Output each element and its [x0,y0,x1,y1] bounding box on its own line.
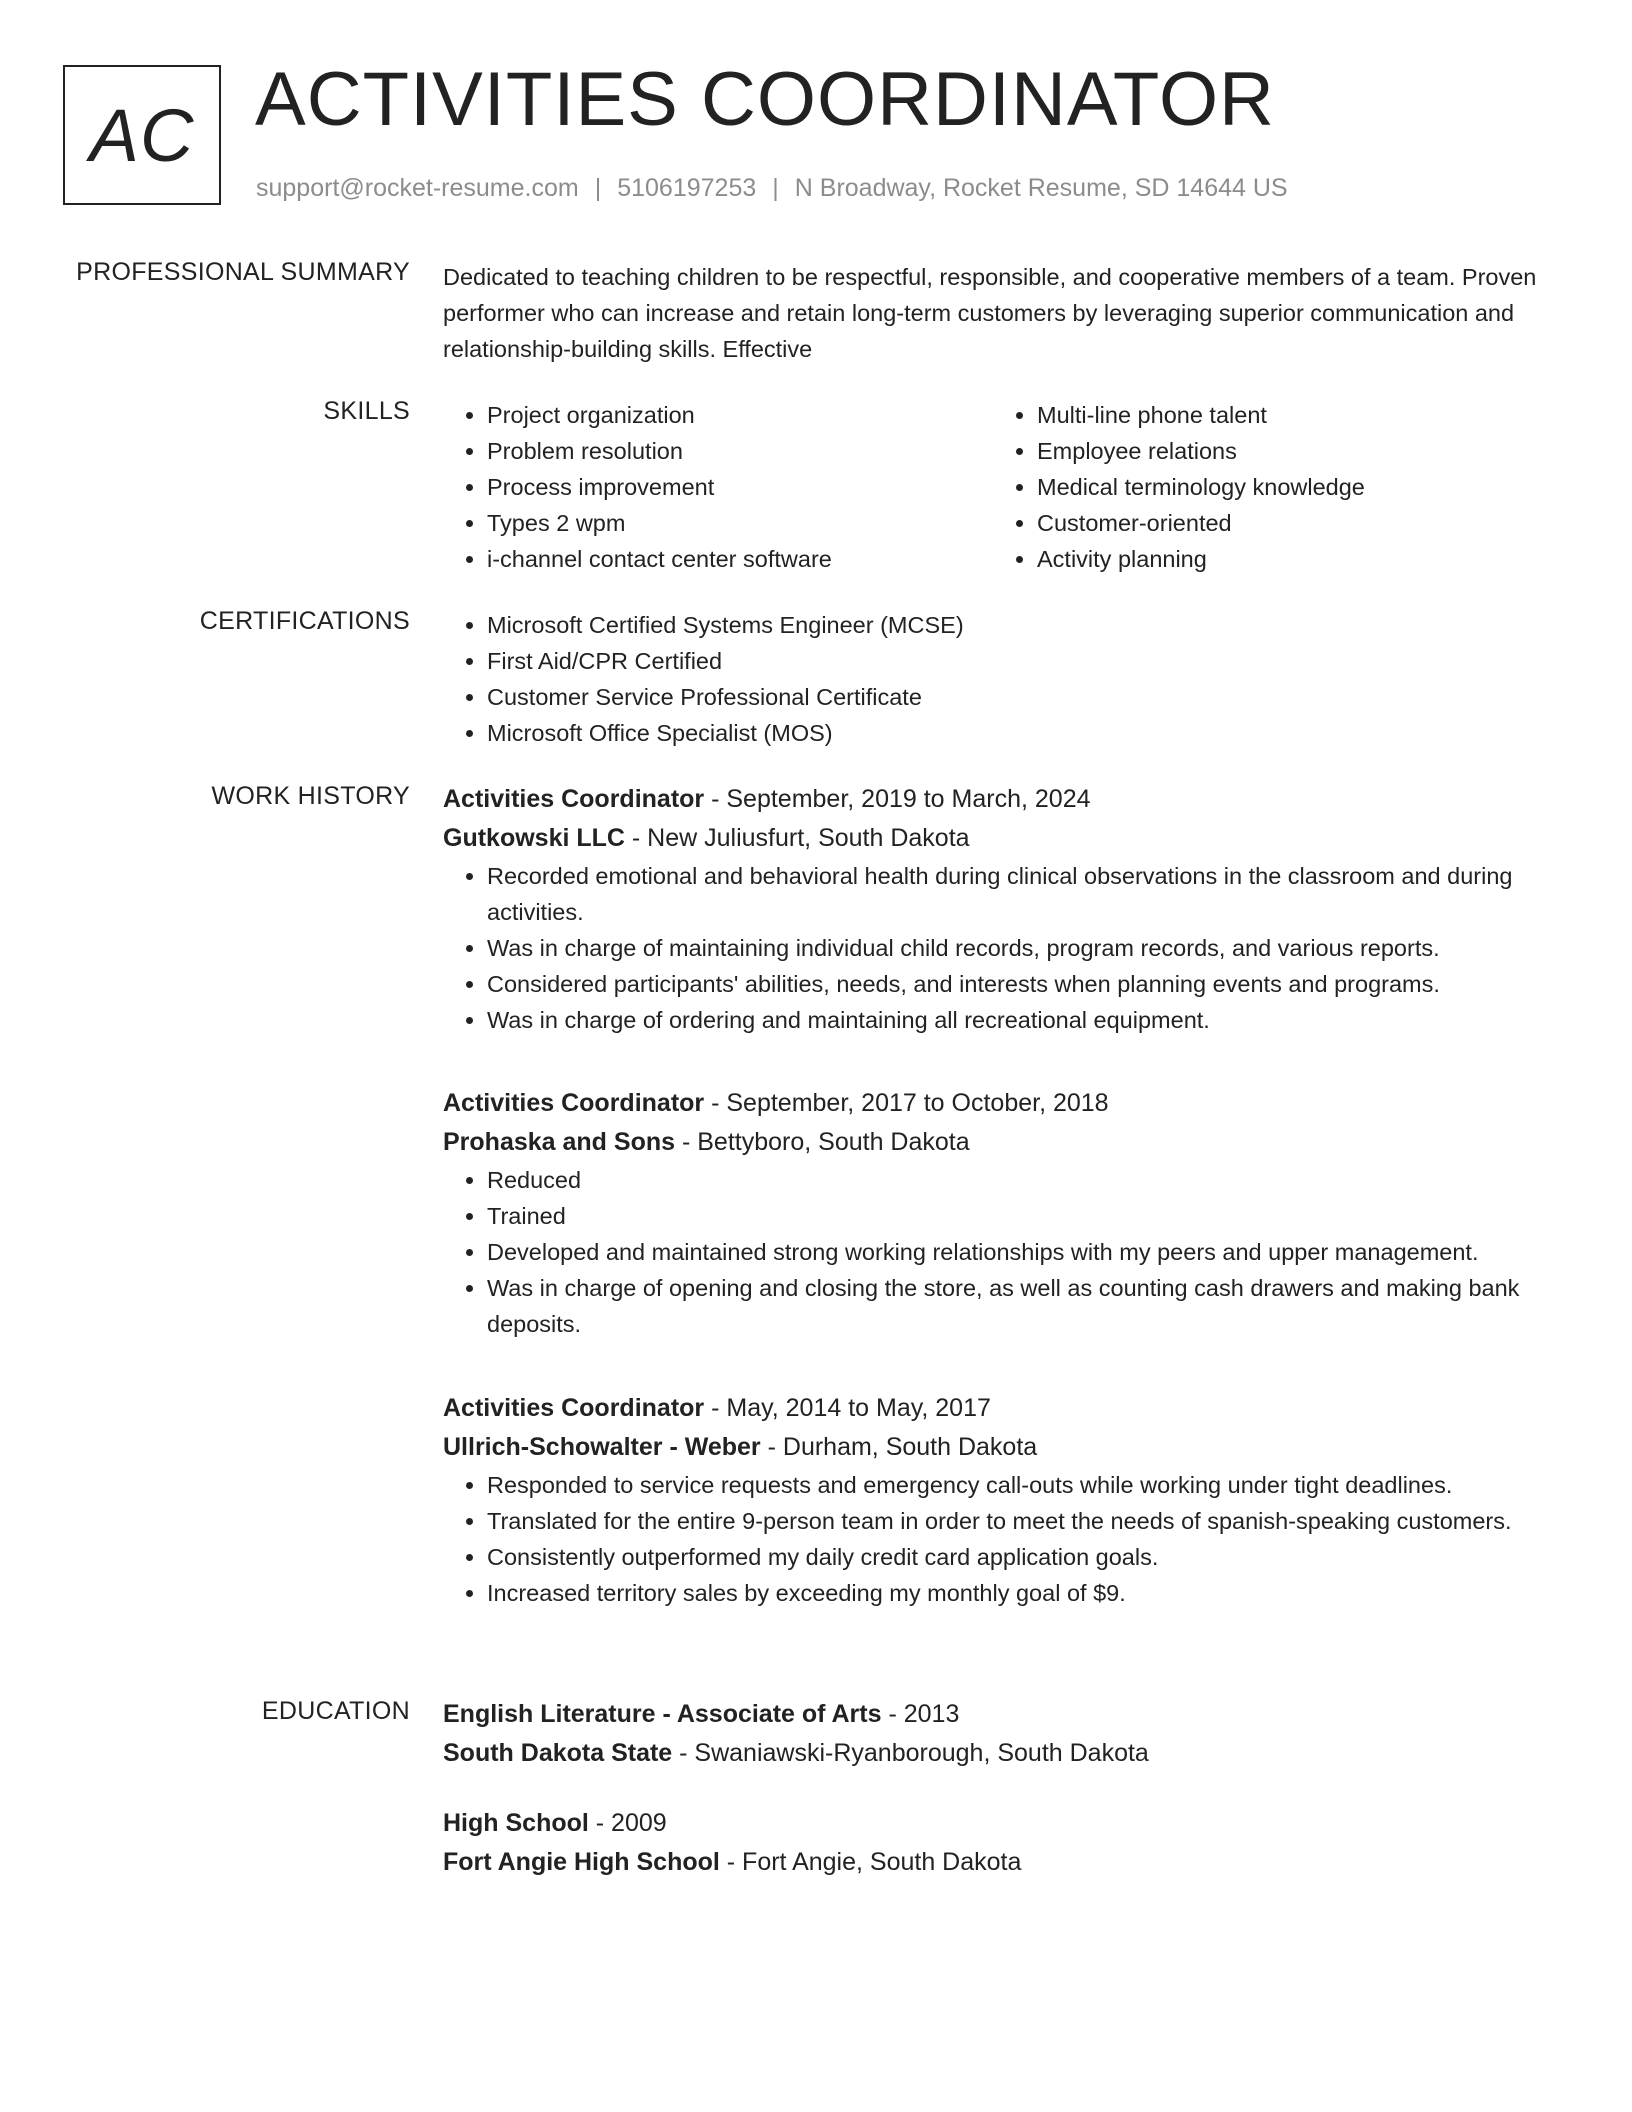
contact-email: support@rocket-resume.com [256,174,579,202]
certification-item: • Microsoft Office Specialist (MOS) [487,715,1543,751]
job-bullet: • Trained [487,1198,1543,1234]
certification-item: • Microsoft Certified Systems Engineer (MCSE) [487,607,1543,643]
skills-list-right [993,397,1543,577]
contact-line [256,174,1288,203]
monogram-initials: AC [89,93,195,177]
job-company-line [443,1427,1543,1467]
job-title: Activities Coordinator [443,1394,705,1422]
skills-list-left [443,397,993,577]
section-label-education: EDUCATION [261,1697,410,1725]
skill-item: • Project organization [487,397,993,433]
job-bullet: • Reduced [487,1162,1543,1198]
summary-text: Dedicated to teaching children to be respectful, responsible, and cooperative members of a team. Proven performer who can increase and retain long-term customers by leveraging superior communication and relationship-building skills. Effective [443,264,1537,362]
job-bullets [443,858,1543,1038]
job-bullet: • Was in charge of maintaining individual child records, program records, and various reports. [487,930,1543,966]
job-title-line [443,1389,1543,1427]
job-bullet: • Developed and maintained strong working relationships with my peers and upper management. [487,1234,1543,1270]
section-label-certifications: CERTIFICATIONS [199,607,410,635]
job-bullet: • Was in charge of ordering and maintaining all recreational equipment. [487,1002,1543,1038]
skill-item: • i-channel contact center software [487,541,993,577]
education-year: - 2009 [588,1809,667,1837]
job-content [443,1389,1543,1611]
job-title-line [443,1084,1543,1122]
contact-phone: 5106197253 [617,174,757,202]
job-bullet: • Was in charge of opening and closing the store, as well as counting cash drawers and making bank deposits. [487,1270,1543,1342]
job-title: Activities Coordinator [443,1089,705,1117]
skill-item: • Medical terminology knowledge [1037,469,1543,505]
job-bullet: • Consistently outperformed my daily credit card application goals. [487,1539,1543,1575]
job-bullet: • Responded to service requests and emergency call-outs while working under tight deadlines. [487,1467,1543,1503]
skill-item: • Problem resolution [487,433,993,469]
job-company-line [443,818,1543,858]
section-label-skills: SKILLS [323,397,410,425]
section-label-summary: PROFESSIONAL SUMMARY [76,258,410,286]
job-company-line [443,1122,1543,1162]
education-degree-line [443,1695,1543,1733]
education-content [443,1695,1543,1773]
contact-separator: | [594,174,602,202]
education-degree: English Literature - Associate of Arts [443,1700,882,1728]
job-title: Activities Coordinator [443,785,705,813]
certification-item: • Customer Service Professional Certificate [487,679,1543,715]
job-dates: - September, 2019 to March, 2024 [704,785,1091,813]
job-dates: - May, 2014 to May, 2017 [704,1394,991,1422]
skill-item: • Multi-line phone talent [1037,397,1543,433]
contact-address: N Broadway, Rocket Resume, SD 14644 US [794,174,1288,202]
monogram-box [63,65,221,205]
job-bullets [443,1467,1543,1611]
job-bullet: • Increased territory sales by exceeding my monthly goal of $9. [487,1575,1543,1611]
job-bullets [443,1162,1543,1342]
skills-content [443,397,1543,577]
skill-item: • Types 2 wpm [487,505,993,541]
education-degree: High School [443,1809,589,1837]
education-degree-line [443,1804,1543,1842]
skill-item: • Customer-oriented [1037,505,1543,541]
education-location: - Fort Angie, South Dakota [719,1848,1022,1876]
education-school: Fort Angie High School [443,1848,720,1876]
job-company: Ullrich-Schowalter - Weber [443,1433,761,1461]
skill-item: • Employee relations [1037,433,1543,469]
job-title-line [443,780,1543,818]
job-company: Gutkowski LLC [443,824,625,852]
certifications-content [443,607,1543,751]
job-location: - Bettyboro, South Dakota [675,1128,970,1156]
job-bullet: • Considered participants' abilities, needs, and interests when planning events and programs. [487,966,1543,1002]
job-content [443,780,1543,1038]
education-school: South Dakota State [443,1739,673,1767]
job-location: - New Juliusfurt, South Dakota [624,824,970,852]
resume-title: ACTIVITIES COORDINATOR [255,57,1275,142]
education-year: - 2013 [881,1700,960,1728]
contact-separator: | [772,174,779,202]
job-bullet: • Recorded emotional and behavioral health during clinical observations in the classroom and during activities. [487,858,1543,930]
education-location: - Swaniawski-Ryanborough, South Dakota [672,1739,1149,1767]
job-content [443,1084,1543,1342]
section-label-work-history: WORK HISTORY [211,782,410,810]
job-dates: - September, 2017 to October, 2018 [704,1089,1109,1117]
skill-item: • Activity planning [1037,541,1543,577]
job-company: Prohaska and Sons [443,1128,676,1156]
job-location: - Durham, South Dakota [760,1433,1038,1461]
education-school-line [443,1733,1543,1773]
education-content [443,1804,1543,1882]
skill-item: • Process improvement [487,469,993,505]
summary-content [443,259,1543,367]
certifications-list [443,607,1543,751]
certification-item: • First Aid/CPR Certified [487,643,1543,679]
education-school-line [443,1842,1543,1882]
job-bullet: • Translated for the entire 9-person team in order to meet the needs of spanish-speaking customers. [487,1503,1543,1539]
